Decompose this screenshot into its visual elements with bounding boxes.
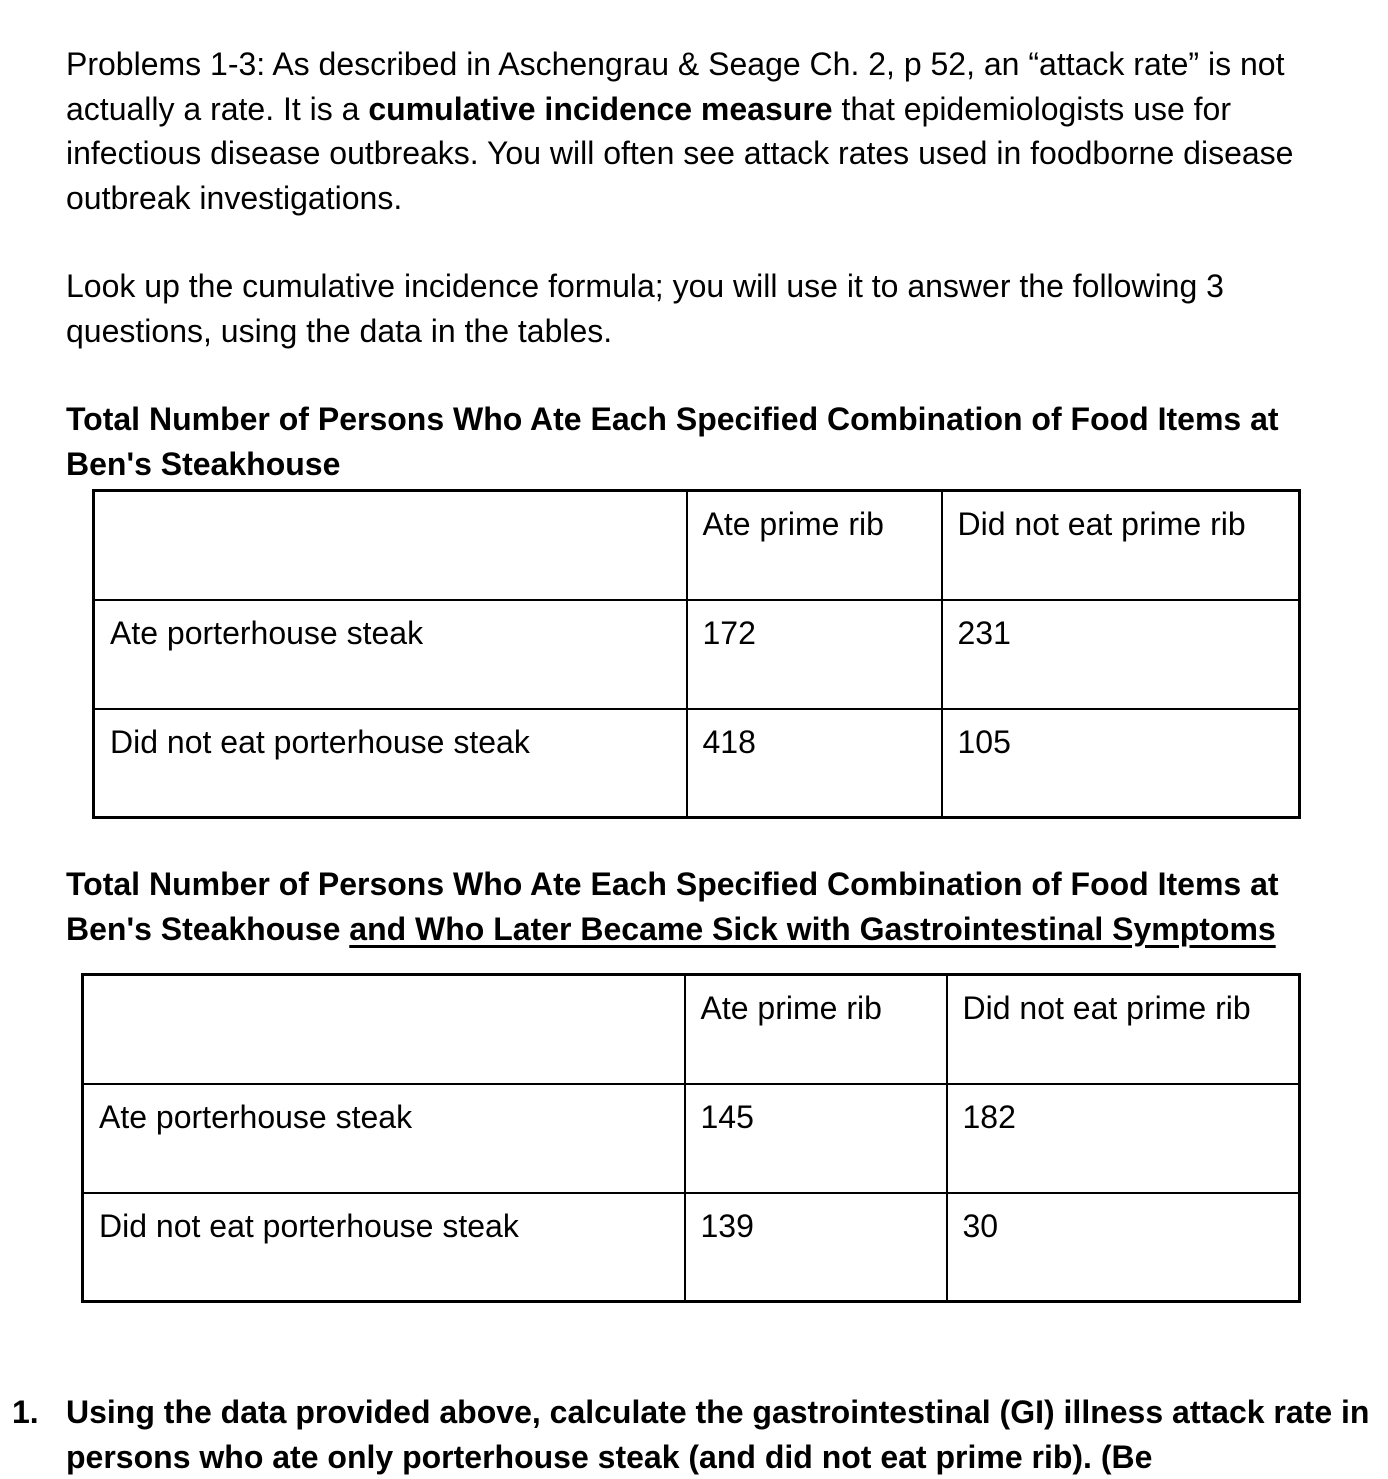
- table2-cell-value: 30: [947, 1193, 1300, 1302]
- table-sick-persons: [81, 973, 1301, 1303]
- table1-col-header-did-not-eat-prime-rib: Did not eat prime rib: [942, 491, 1300, 600]
- table1-row-label-ate-porterhouse: Ate porterhouse steak: [94, 600, 687, 709]
- table1-caption: Total Number of Persons Who Ate Each Specified Combination of Food Items at Ben's Steakhouse: [66, 401, 1279, 482]
- question-1: [12, 1390, 1382, 1479]
- table2-caption-plain: Total Number of Persons Who Ate Each Specified Combination of Food Items at Ben's Steakhouse: [66, 866, 1279, 947]
- table1-cell-value: 105: [942, 709, 1300, 818]
- table2-cell-value: 139: [685, 1193, 947, 1302]
- table2-caption: [66, 862, 1366, 951]
- table-total-persons: [92, 489, 1301, 819]
- table2-caption-underlined: and Who Later Became Sick with Gastrointestinal Symptoms: [349, 910, 1276, 947]
- question-text: Using the data provided above, calculate the gastrointestinal (GI) illness attack rate in persons who ate only porterhouse steak (and did not eat prime rib). (Be: [66, 1394, 1370, 1475]
- table2-cell-value: 145: [685, 1084, 947, 1193]
- table1-corner-cell: [94, 491, 687, 600]
- table-row: [83, 975, 1300, 1084]
- table2-cell-value: 182: [947, 1084, 1300, 1193]
- table1-cell-value: 231: [942, 600, 1300, 709]
- table2-col-header-did-not-eat-prime-rib: Did not eat prime rib: [947, 975, 1300, 1084]
- intro-text-part2: that epidemiologists use for infectious disease outbreaks. You will often see attack rates used in foodborne disease outbreak investigations.: [66, 90, 1294, 216]
- table2-col-header-ate-prime-rib: Ate prime rib: [685, 975, 947, 1084]
- table-row: [94, 709, 1300, 818]
- table1-col-header-ate-prime-rib: Ate prime rib: [687, 491, 942, 600]
- question-number: 1.: [12, 1394, 39, 1430]
- table-row: [94, 491, 1300, 600]
- table2-corner-cell: [83, 975, 685, 1084]
- table1-cell-value: 418: [687, 709, 942, 818]
- table1-row-label-did-not-eat-porterhouse: Did not eat porterhouse steak: [94, 709, 687, 818]
- intro-text-part1: Problems 1-3: As described in Aschengrau & Seage Ch. 2, p 52, an “attack rate” is not actually a rate. It is a: [66, 46, 1285, 127]
- table1-cell-value: 172: [687, 600, 942, 709]
- table2-row-label-did-not-eat-porterhouse: Did not eat porterhouse steak: [83, 1193, 685, 1302]
- intro-paragraph: [66, 42, 1366, 220]
- instruction-paragraph: Look up the cumulative incidence formula; you will use it to answer the following 3 questions, using the data in the tables.: [66, 268, 1224, 349]
- intro-bold-term: cumulative incidence measure: [368, 90, 833, 127]
- table-row: [83, 1084, 1300, 1193]
- table2-row-label-ate-porterhouse: Ate porterhouse steak: [83, 1084, 685, 1193]
- table-row: [83, 1193, 1300, 1302]
- table-row: [94, 600, 1300, 709]
